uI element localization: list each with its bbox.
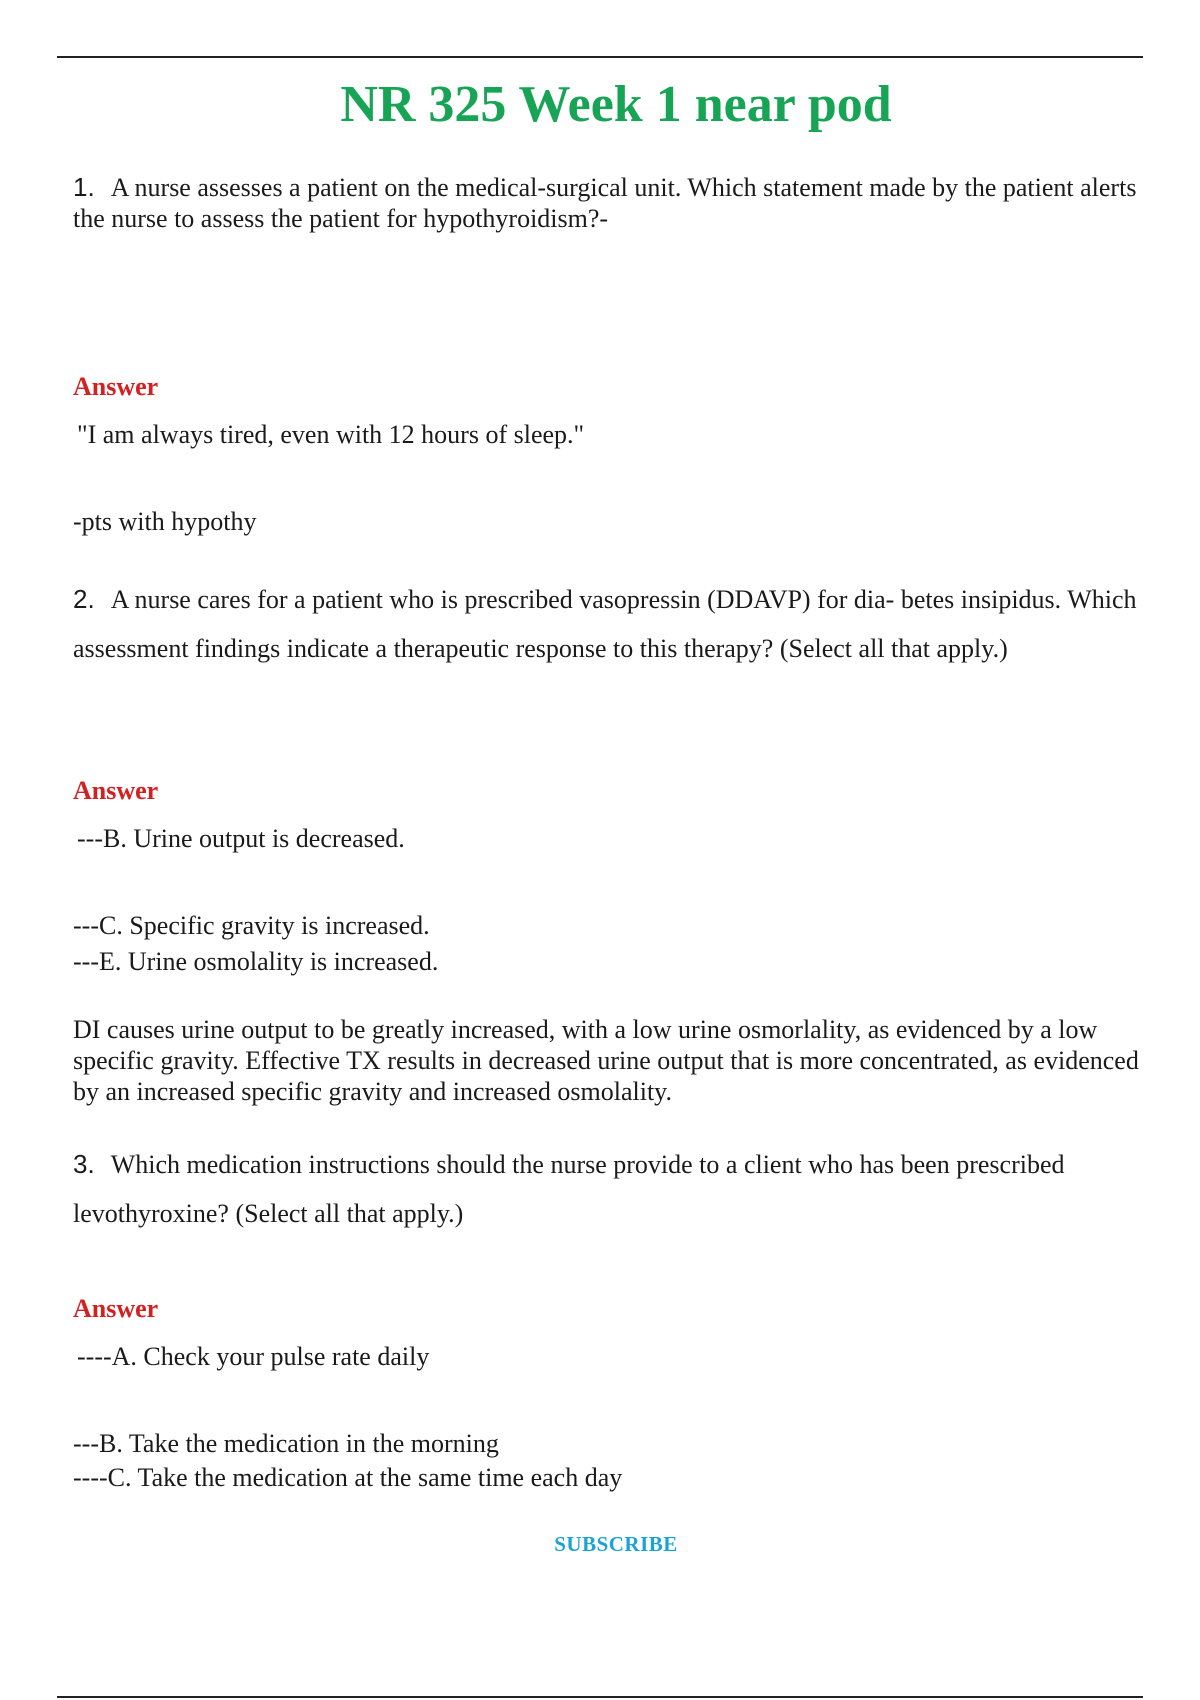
answer-line: ----C. Take the medication at the same time each day xyxy=(73,1463,623,1492)
question-number: 3. xyxy=(73,1149,95,1179)
top-rule xyxy=(57,56,1143,58)
question-3 xyxy=(73,1140,1155,1238)
question-text: A nurse assesses a patient on the medical-surgical unit. Which statement made by the patient alerts the nurse to assess the patient for hypothyroidism?- xyxy=(73,173,1137,233)
answer-line: ---B. Take the medication in the morning xyxy=(73,1429,499,1458)
answer-line: ----A. Check your pulse rate daily xyxy=(77,1342,430,1371)
question-text: Which medication instructions should the nurse provide to a client who has been prescribed levothyroxine? (Select all that apply.) xyxy=(73,1150,1065,1228)
explanation-paragraph: DI causes urine output to be greatly increased, with a low urine osmorlality, as evidenced by a low specific gravity. Effective TX results in decreased urine output that is more concentrated, as evidenced by an increased specific gravity and increased osmolality. xyxy=(73,1015,1139,1106)
answer-line: -pts with hypothy xyxy=(73,507,257,536)
answer-line: ---C. Specific gravity is increased. xyxy=(73,911,430,940)
answer-line: ---E. Urine osmolality is increased. xyxy=(73,947,439,976)
answer-label-3: Answer xyxy=(73,1294,159,1323)
answer-line: "I am always tired, even with 12 hours of sleep." xyxy=(77,420,585,449)
answer-label-1: Answer xyxy=(73,372,159,401)
question-number: 1. xyxy=(73,172,95,202)
answer-line: ---B. Urine output is decreased. xyxy=(77,824,405,853)
question-number: 2. xyxy=(73,584,95,614)
bottom-rule xyxy=(57,1696,1143,1698)
question-text: A nurse cares for a patient who is prescribed vasopressin (DDAVP) for dia- betes insipidus. Which assessment findings indicate a therapeutic response to this therapy? (Select all that apply.) xyxy=(73,585,1137,663)
question-1 xyxy=(73,172,1155,234)
question-2 xyxy=(73,575,1155,673)
page-title: NR 325 Week 1 near pod xyxy=(340,76,892,133)
subscribe-link[interactable]: SUBSCRIBE xyxy=(554,1532,678,1556)
answer-label-2: Answer xyxy=(73,776,159,805)
